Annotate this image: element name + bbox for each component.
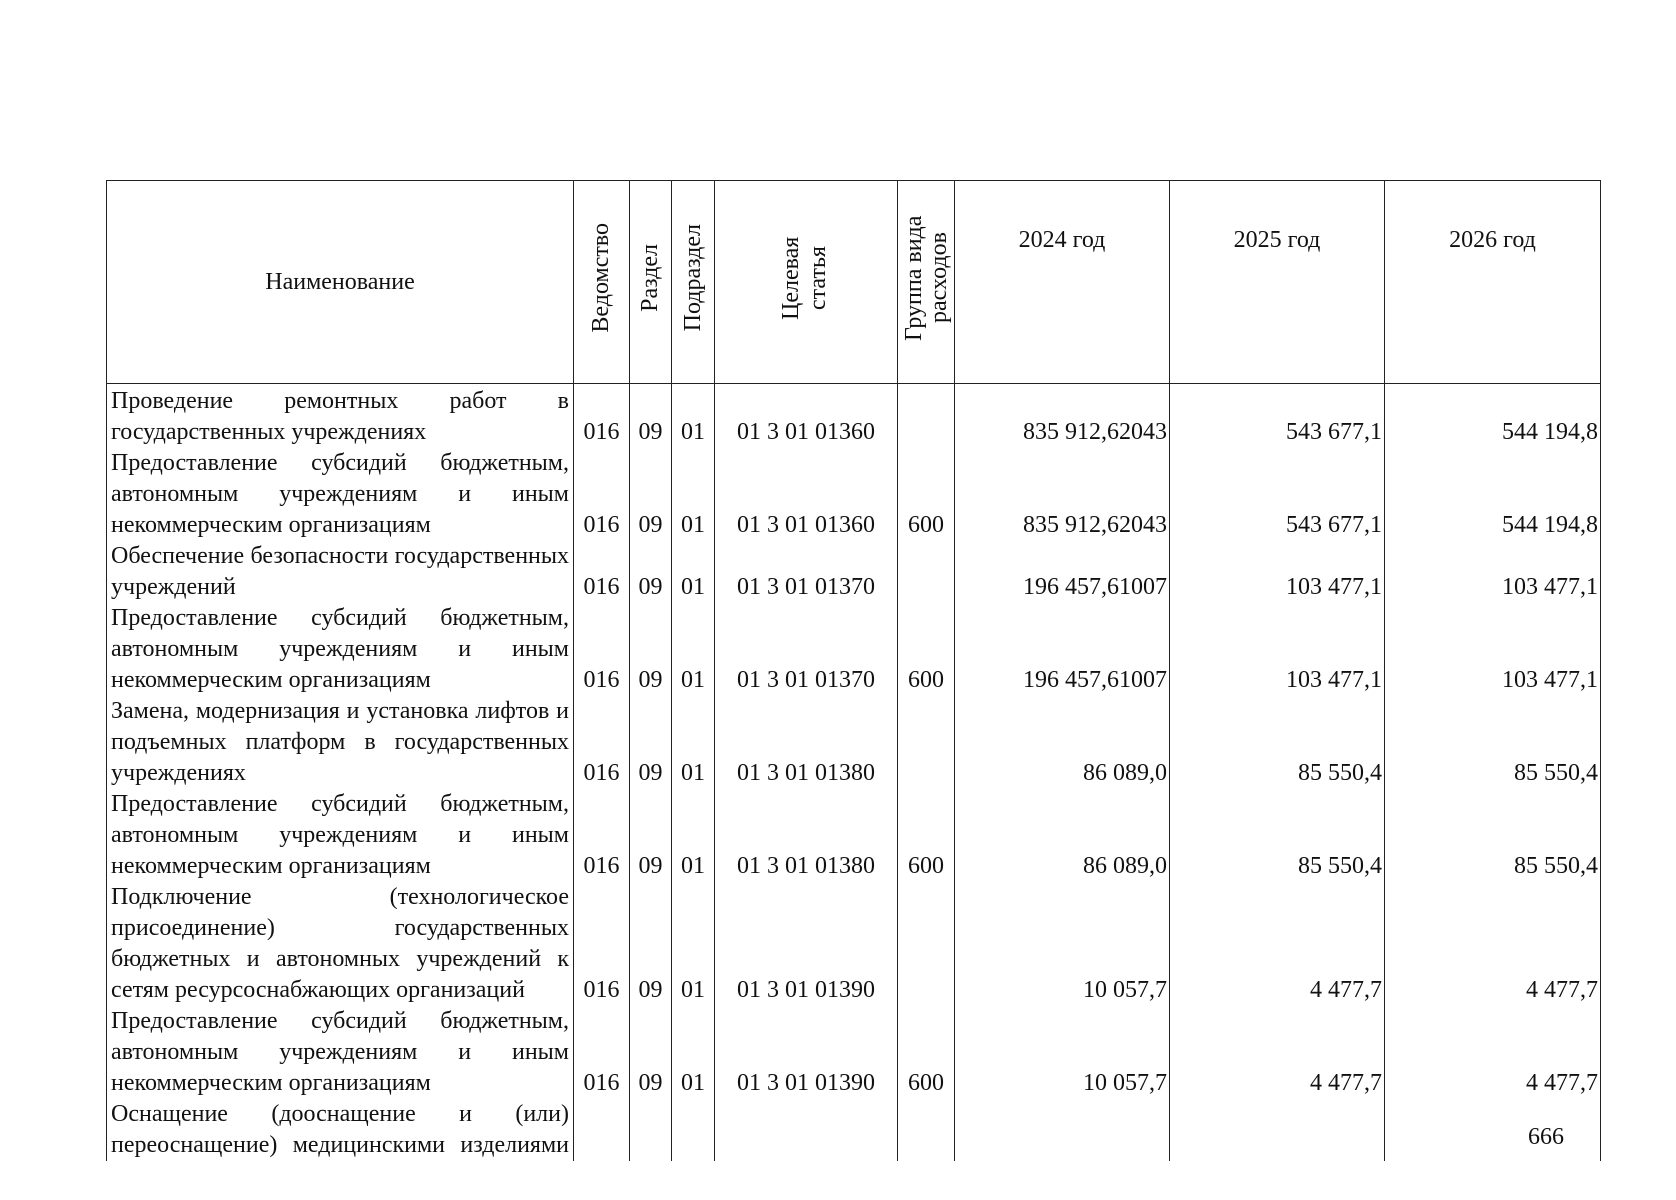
cell-grp xyxy=(898,541,955,603)
cell-ved: 016 xyxy=(574,603,630,696)
cell-y2025 xyxy=(1170,1099,1385,1161)
cell-raz: 09 xyxy=(630,603,672,696)
cell-y2025: 103 477,1 xyxy=(1170,603,1385,696)
cell-ved xyxy=(574,1099,630,1161)
cell-ved: 016 xyxy=(574,696,630,789)
cell-y2025: 543 677,1 xyxy=(1170,384,1385,449)
table-row xyxy=(107,696,1601,789)
cell-y2024: 10 057,7 xyxy=(955,1006,1170,1099)
header-2024: 2024 год xyxy=(955,181,1170,384)
cell-y2026: 103 477,1 xyxy=(1385,541,1601,603)
header-name: Наименование xyxy=(107,181,574,384)
cell-ved: 016 xyxy=(574,1006,630,1099)
cell-y2026: 544 194,8 xyxy=(1385,448,1601,541)
cell-y2024: 835 912,62043 xyxy=(955,384,1170,449)
cell-name: Предоставление субсидий бюджетным, автономным учреждениям и иным некоммерческим организациям xyxy=(107,603,574,696)
cell-y2024: 835 912,62043 xyxy=(955,448,1170,541)
table-row xyxy=(107,448,1601,541)
cell-y2026 xyxy=(1385,1099,1601,1161)
cell-name: Проведение ремонтных работ в государственных учреждениях xyxy=(107,384,574,449)
cell-y2026: 85 550,4 xyxy=(1385,789,1601,882)
header-ved: Ведомство xyxy=(574,181,630,384)
cell-cel: 01 3 01 01390 xyxy=(715,1006,898,1099)
cell-cel: 01 3 01 01360 xyxy=(715,448,898,541)
cell-raz: 09 xyxy=(630,541,672,603)
cell-pod: 01 xyxy=(672,789,715,882)
cell-cel xyxy=(715,1099,898,1161)
cell-raz: 09 xyxy=(630,448,672,541)
table-row xyxy=(107,603,1601,696)
cell-y2024: 196 457,61007 xyxy=(955,603,1170,696)
cell-name: Предоставление субсидий бюджетным, автономным учреждениям и иным некоммерческим организациям xyxy=(107,448,574,541)
cell-y2024: 196 457,61007 xyxy=(955,541,1170,603)
cell-raz: 09 xyxy=(630,696,672,789)
cell-cel: 01 3 01 01370 xyxy=(715,541,898,603)
cell-y2025: 103 477,1 xyxy=(1170,541,1385,603)
cell-pod: 01 xyxy=(672,696,715,789)
table-header xyxy=(107,181,1601,384)
cell-y2026: 103 477,1 xyxy=(1385,603,1601,696)
header-2026: 2026 год xyxy=(1385,181,1601,384)
cell-y2024: 86 089,0 xyxy=(955,696,1170,789)
budget-table xyxy=(106,180,1601,1161)
cell-ved: 016 xyxy=(574,541,630,603)
cell-pod: 01 xyxy=(672,1006,715,1099)
cell-grp: 600 xyxy=(898,1006,955,1099)
cell-grp xyxy=(898,696,955,789)
cell-grp: 600 xyxy=(898,789,955,882)
cell-cel: 01 3 01 01380 xyxy=(715,789,898,882)
cell-y2026: 4 477,7 xyxy=(1385,882,1601,1006)
cell-name: Подключение (технологическое присоединение) государственных бюджетных и автономных учреждений к сетям ресурсоснабжающих организаций xyxy=(107,882,574,1006)
cell-name: Предоставление субсидий бюджетным, автономным учреждениям и иным некоммерческим организациям xyxy=(107,1006,574,1099)
cell-raz xyxy=(630,1099,672,1161)
cell-pod: 01 xyxy=(672,384,715,449)
table-row xyxy=(107,541,1601,603)
cell-cel: 01 3 01 01360 xyxy=(715,384,898,449)
cell-name: Обеспечение безопасности государственных учреждений xyxy=(107,541,574,603)
cell-grp: 600 xyxy=(898,448,955,541)
cell-cel: 01 3 01 01370 xyxy=(715,603,898,696)
cell-raz: 09 xyxy=(630,789,672,882)
cell-grp xyxy=(898,384,955,449)
cell-y2024: 86 089,0 xyxy=(955,789,1170,882)
header-celevaya: Целевая статья xyxy=(715,181,898,384)
cell-name: Предоставление субсидий бюджетным, автономным учреждениям и иным некоммерческим организациям xyxy=(107,789,574,882)
cell-cel: 01 3 01 01380 xyxy=(715,696,898,789)
cell-pod xyxy=(672,1099,715,1161)
header-gruppa: Группа вида расходов xyxy=(898,181,955,384)
cell-cel: 01 3 01 01390 xyxy=(715,882,898,1006)
cell-y2026: 544 194,8 xyxy=(1385,384,1601,449)
cell-y2025: 4 477,7 xyxy=(1170,882,1385,1006)
cell-name: Замена, модернизация и установка лифтов и подъемных платформ в государственных учреждениях xyxy=(107,696,574,789)
table-row xyxy=(107,882,1601,1006)
cell-y2024: 10 057,7 xyxy=(955,882,1170,1006)
cell-ved: 016 xyxy=(574,789,630,882)
cell-grp xyxy=(898,1099,955,1161)
cell-y2025: 543 677,1 xyxy=(1170,448,1385,541)
cell-y2025: 85 550,4 xyxy=(1170,696,1385,789)
cell-pod: 01 xyxy=(672,882,715,1006)
cell-y2024 xyxy=(955,1099,1170,1161)
cell-y2025: 4 477,7 xyxy=(1170,1006,1385,1099)
header-razdel: Раздел xyxy=(630,181,672,384)
cell-ved: 016 xyxy=(574,448,630,541)
table-row xyxy=(107,1006,1601,1099)
cell-raz: 09 xyxy=(630,384,672,449)
table-row xyxy=(107,789,1601,882)
cell-name: Оснащение (дооснащение и (или) переоснащение) медицинскими изделиями xyxy=(107,1099,574,1161)
cell-grp: 600 xyxy=(898,603,955,696)
cell-raz: 09 xyxy=(630,882,672,1006)
cell-y2025: 85 550,4 xyxy=(1170,789,1385,882)
cell-ved: 016 xyxy=(574,384,630,449)
cell-y2026: 4 477,7 xyxy=(1385,1006,1601,1099)
table-body xyxy=(107,384,1601,1162)
cell-ved: 016 xyxy=(574,882,630,1006)
cell-pod: 01 xyxy=(672,541,715,603)
header-2025: 2025 год xyxy=(1170,181,1385,384)
cell-grp xyxy=(898,882,955,1006)
cell-pod: 01 xyxy=(672,448,715,541)
cell-raz: 09 xyxy=(630,1006,672,1099)
page-number: 666 xyxy=(1528,1124,1564,1150)
table-row xyxy=(107,1099,1601,1161)
cell-y2026: 85 550,4 xyxy=(1385,696,1601,789)
cell-pod: 01 xyxy=(672,603,715,696)
table-row xyxy=(107,384,1601,449)
header-podrazdel: Подраздел xyxy=(672,181,715,384)
